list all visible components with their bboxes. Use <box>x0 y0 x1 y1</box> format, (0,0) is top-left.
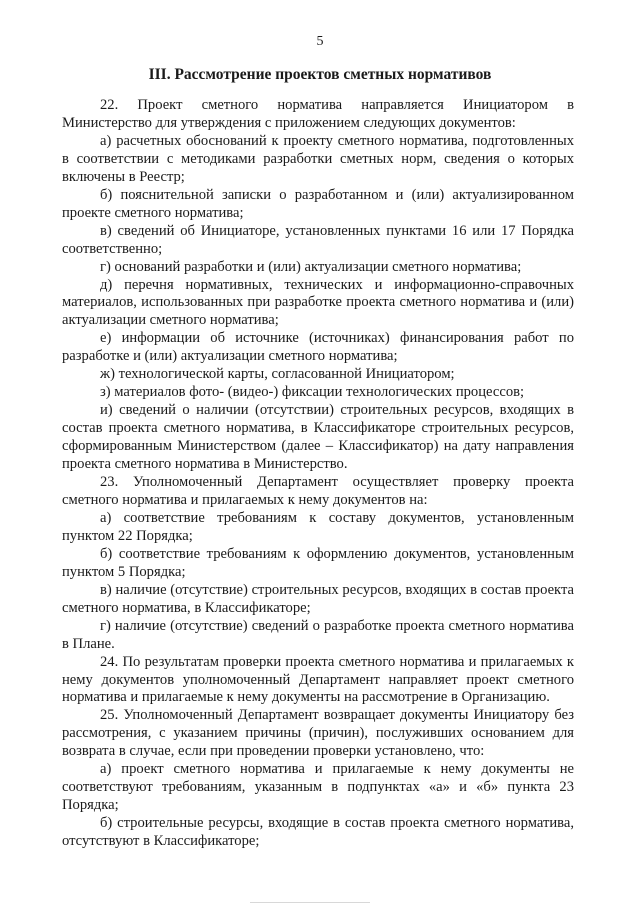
paragraph-25: 25. Уполномоченный Департамент возвращает документы Инициатору без рассмотрения, с указанием причины (причин), послуживших основанием для возврата в случае, если при проведении проверки установлено, что: <box>62 707 574 760</box>
list-item-22b: б) пояснительной записки о разработанном и (или) актуализированном проекте сметного норматива; <box>62 186 574 221</box>
paragraph-24: 24. По результатам проверки проекта сметного норматива и прилагаемых к нему документов уполномоченный Департамент направляет проект сметного норматива и прилагаемые к нему документы на рассмотрение в Организацию. <box>62 653 574 706</box>
section-title: III. Рассмотрение проектов сметных нормативов <box>148 66 492 83</box>
list-item-22zh: ж) технологической карты, согласованной Инициатором; <box>100 366 455 383</box>
list-item-22e: е) информации об источнике (источниках) финансирования работ по разработке и (или) актуализации сметного норматива; <box>62 330 574 365</box>
list-item-22d: д) перечня нормативных, технических и информационно-справочных материалов, использованных при разработке проекта сметного норматива и (или) актуализации сметного норматива; <box>62 276 574 329</box>
list-item-22z: з) материалов фото- (видео-) фиксации технологических процессов; <box>100 384 525 401</box>
document-body <box>62 97 574 851</box>
page-number: 5 <box>316 34 324 49</box>
list-item-22v: в) сведений об Инициаторе, установленных пунктами 16 или 17 Порядка соответственно; <box>62 222 574 257</box>
list-item-22i: и) сведений о наличии (отсутствии) строительных ресурсов, входящих в состав проекта сметного норматива, в Классификаторе строительных ресурсов, сформированным Министерством (далее – Классификатор) на дату направления проекта сметного норматива в Министерство. <box>62 402 574 473</box>
paragraph-23: 23. Уполномоченный Департамент осуществляет проверку проекта сметного норматива и прилагаемых к нему документов на: <box>62 474 574 508</box>
paragraph-22: 22. Проект сметного норматива направляется Инициатором в Министерство для утверждения с приложением следующих документов: <box>62 97 574 131</box>
list-item-23v: в) наличие (отсутствие) строительных ресурсов, входящих в состав проекта сметного норматива, в Классификаторе; <box>62 581 574 616</box>
list-item-23g: г) наличие (отсутствие) сведений о разработке проекта сметного норматива в Плане. <box>62 617 574 652</box>
list-item-22a: а) расчетных обоснований к проекту сметного норматива, подготовленных в соответствии с методиками разработки сметных норм, сведения о которых включены в Реестр; <box>62 132 574 185</box>
list-item-23a: а) соответствие требованиям к составу документов, установленным пунктом 22 Порядка; <box>62 509 574 544</box>
list-item-22g: г) оснований разработки и (или) актуализации сметного норматива; <box>100 258 522 275</box>
list-item-25b: б) строительные ресурсы, входящие в состав проекта сметного норматива, отсутствуют в Классификаторе; <box>62 815 574 850</box>
list-item-25a: а) проект сметного норматива и прилагаемые к нему документы не соответствуют требованиям, указанным в подпунктах «а» и «б» пункта 23 Порядка; <box>62 761 574 814</box>
list-item-23b: б) соответствие требованиям к оформлению документов, установленным пунктом 5 Порядка; <box>62 545 574 580</box>
scan-edge-mark <box>250 902 370 903</box>
